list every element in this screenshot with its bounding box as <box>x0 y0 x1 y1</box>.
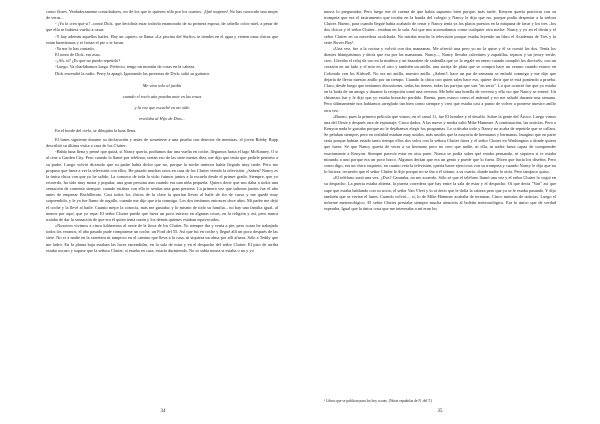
paragraph: - ¡Ya lo creo que sí! –contó Dick, que decidiría estar todavía enamorado de su primera esposa, de cabello color miel, a pesar de que ella se hubiera vuelto a casar. <box>46 21 278 33</box>
paragraph: En el borde del cielo, se dibujaba la luna llena. <box>55 127 137 133</box>
left-text-column <box>46 9 278 254</box>
paragraph: »El teléfono sonó una vez. ¿Dos? Caramba, no me acuerdo. Sólo sé que el teléfono llamó una vez y el señor Clutter lo cogió en su despacho. La puerta estaba abierta, la puerta corredera que hay entre la sala de estar y el despacho. Oí que decía "Van" así que supe que estaba hablando con su socio, el señor Van Vleet y lo oí decir que le dolía la cabeza pero que ya se le estaba pasando. Y dijo también que se verían el lunes. Cuando volvió..., sí, lo de Mike Hammer acababa de terminar. Cinco minutos de noticias. Luego el informe meteorológico. El señor Clutter prestaba siempre mucha atención al boletín meteorológico. Era lo único que de verdad esperaba. Igual que la única cosa que me interesaba a mí eran los <box>324 175 556 211</box>
paragraph: -Había luna llena y pensé que quizá, si Nancy quería, podíamos dar una vuelta en coche, llegarnos hasta el lago McKinney. O ir al cine a Garden City. Pero cuando la llamé por teléfono, serían eso de las siete menos diez, me dijo que tenía que pedirle permiso a su padre. Luego volvió diciendo que su padre había dicho que no, porque la noche anterior había llegado muy tarde. Pero me propuso que fuera a ver la televisión con ellos. He pasado muchas ratos en casa de los Clutter viendo la televisión. ¿Saben? Nancy es la única chica con que yo he salido. La conozco de toda la vida: fuimos juntos a la escuela desde el primer grado. Siempre, que yo recuerdo, ha sido muy mona y popular, una gran persona aun cuando era una niña pequeña. Quiero decir que nos daba a todos una sensación de contento siempre: cuando estabas con ella te sentías una gran persona. La primera vez que salimos juntos fue el año antes de empezar Bachillerato. Casi todos los chicos de la clase la querían llevar al baile de fin de curso y me quedé muy sorprendido, y le ya fue llamo de orgullo, cuando me dijo que iría conmigo. Los dos teníamos entonces doce años. Mi padre me dejó el coche y la llevé al baile. Cuanto mejor la conocía, más me gustaba; y lo mismo de todo su familia... no hay una familia igual, al menos por aquí, que yo sepa. El señor Clutter puede que fuera un poco estricto en algunas cosas, en la religión y así, pero nunca trataba de dar la sensación de que era él quien tenía razón y los demás quienes estaban equivocados. <box>46 149 278 222</box>
verse-line: revelaba al Hijo de Dios... <box>138 115 186 121</box>
paragraph: como flores. Verdaderamente consoladores, no de los que te quieren sólo por los cuartos. ¡Qué mujeres! No has conocido una mujer de veras... <box>46 9 278 21</box>
paragraph: nunca lo preguntaba. Pero luego me di cuenta de que había supuesto bien porque, más tarde, Kenyon quería practicar con su trompeta que era el instrumento que tocaba en la banda del colegio y Nancy le dijo que no, porque podía despertar a la señora Clutter. Bueno, para cuando llegué había acabado de cenar y Nancy tenía ya los platos puestos en la máquina de lavar y los tres –los dos chicos y el señor Clutter– estaban en la sala. Así que nos acomodamos como cualquier otra noche. Nancy y yo en el diván y el señor Clutter en su mecedora acolchada. No miraba mucho la televisión porque estaba leyendo un libro el Academia de Tres y la serie Rover Boy¹. <box>324 9 556 45</box>
song-verse <box>46 80 278 124</box>
paragraph: -Luego. Va charlábamos luego. Perfecto, tengo un montón de cosas en la cabeza. <box>55 64 196 70</box>
right-page <box>300 0 600 424</box>
paragraph: -¿Ah, sí? ¿Es que no puedo repetirlo? <box>55 58 121 64</box>
paragraph: -Y hay además aquellos bailes. Hay un «quiet» se llama «La piscina del Surfio» te tiendes en el agua y vienen unas chicas que están buenísimas y te frotan el pie o te lavan. <box>46 33 278 45</box>
paragraph: El tonto de Dick, era asus. <box>55 52 101 58</box>
paragraph: -Ya me lo has contado. <box>55 45 95 51</box>
paragraph: El lunes siguiente durante su declaración y antes de someterse a una prueba con detector de mentiras, el joven Bobby Rupp describió su última visita a casa de los Clutter: <box>46 136 278 149</box>
verse-line: y la voz que escuché en mi oído <box>134 104 190 110</box>
paragraph: Dick encendió la radio. Perry la apagó. Ignorando las protestas de Dick, saltó su guitarra. <box>55 70 210 76</box>
footnote: ¹ Libros que se publican para los boy scouts. (Notas españolas de N. del T.) <box>324 399 433 403</box>
paragraph: »Nosotros vivimos a cinco kilómetros al oeste de la finca de los Clutter. Yo siempre iba y venía a pie, pero como he trabajado todos los veranos, el año pasado pude comprarme un coche, un Ford del 55. Así que fui en coche y llegué allí un poco después de las siete. No vi a nadie en la carretera ni tampoco en el camino que lleva a la casa, ni siquiera un alma por allí afuera. Sólo a Teddy que me ladró. En la planta baja estaban las luces encendidas, en la sala de estar y en el despacho del señor Clutter. El piso de arriba estaba oscuro y supuse que la señora Clutter, sí estaba en casa, estaría durmiendo. No se sabía nunca si estaba o no y yo <box>46 223 278 253</box>
paragraph: »Una vez, fue a la cocina y volvió con dos manzanas. Me ofreció una pero yo no la quise y él se comió las dos. Tenía los dientes blanquísimos y decía que era por las manzanas. Nancy..., Nancy llevaba calcetines y zapatillas, tejanos y un jersey verde, creo. Llevaba el reloj de oro en la muñeca y un brazalete de cadenilla que yo le regalé en enero cuando cumplió los dieciséis, con un corazón en un lado y el mío en el otro y también un anillo, una sortija de plata que se compró hace un verano cuando estuvo en Colorado con los Kidwell. No era mi anillo, nuestro anillo. ¿Saben?, hace un par de semanas se enfadó conmigo y me dijo que dejaría de llevar nuestro anillo por un tiempo. Cuando la chica con quien sales hace eso, quiere decir que te está poniendo a prueba. Claro, desde luego que teníamos discusiones, todas las tienen, todas las parejas que van "en serio". Lo que ocurrió fue que yo estaba en la boda de un amigo y durante la recepción tomé una cerveza. Me bebí una botella de cerveza y ella vio que Nancy se enteró. Un chismoso fue y le dijo que yo estaba borracho perdido. Bueno, pues estuvo como el mármol y no me saludó durante una semana. Pero últimamente nos habíamos arreglado tan bien como siempre y creo que estaba casi a punto de volver a ponerse nuestro anillo otra vez. <box>324 45 556 113</box>
paragraph: »Bueno, pues la primera película que vimos, en el canal 11, fue El hombre y el desafío. Sobre la gente del Ártico. Luego vimos una del Oeste y después otra de espionaje: Cinco dados. A las nueve y media salió Mike Hammer. A continuación, las noticias. Pero a Kenyon nada le gustaba porque no le dejábamos elegir los programas. Lo criticaba todo y Nancy no acaba de repetirle que se callara. Se pelaban siempre, pero en realidad estaban muy unidos, más unidos que la mayoría de hermanos y hermanas. Imagino que en parte sería porque habían estado tanto tiempo ellos dos solos con la señora Clutter fuera y el señor Clutter en Washington o donde quiera que fuese. Sé que Nancy quería de veras a su hermano pero no creo que nadie, ni ella, ni nadie fuera capaz de comprender exactamente a Kenyon. Siempre parecía estar en otra parte. Nunca se podía saber qué estaba pensando, ni siquiera si te estaba mirando a uno porque era un poco bizco. Algunos decían que era un genio y puede que lo fuera. Dicen que hacía los diseños. Pero como digo, era un chico inquieto; en cuanto veía la televisión, quería hacer ejercicios con su trompeta y cuando Nancy le dijo que no lo hiciera, recuerdo que el señor Clutter le dijo porque no se iba a él sótano, a su cuarto, donde nadie lo oiría. Pero tampoco quiso. <box>324 113 556 175</box>
right-text-column <box>324 9 556 212</box>
verse-line: Me vino solo al jardín <box>142 82 182 88</box>
page-number: 34 <box>160 409 166 414</box>
page-number: 35 <box>437 409 443 414</box>
verse-line: cuando el rocío aún posaba ante en las rosas <box>122 93 202 99</box>
